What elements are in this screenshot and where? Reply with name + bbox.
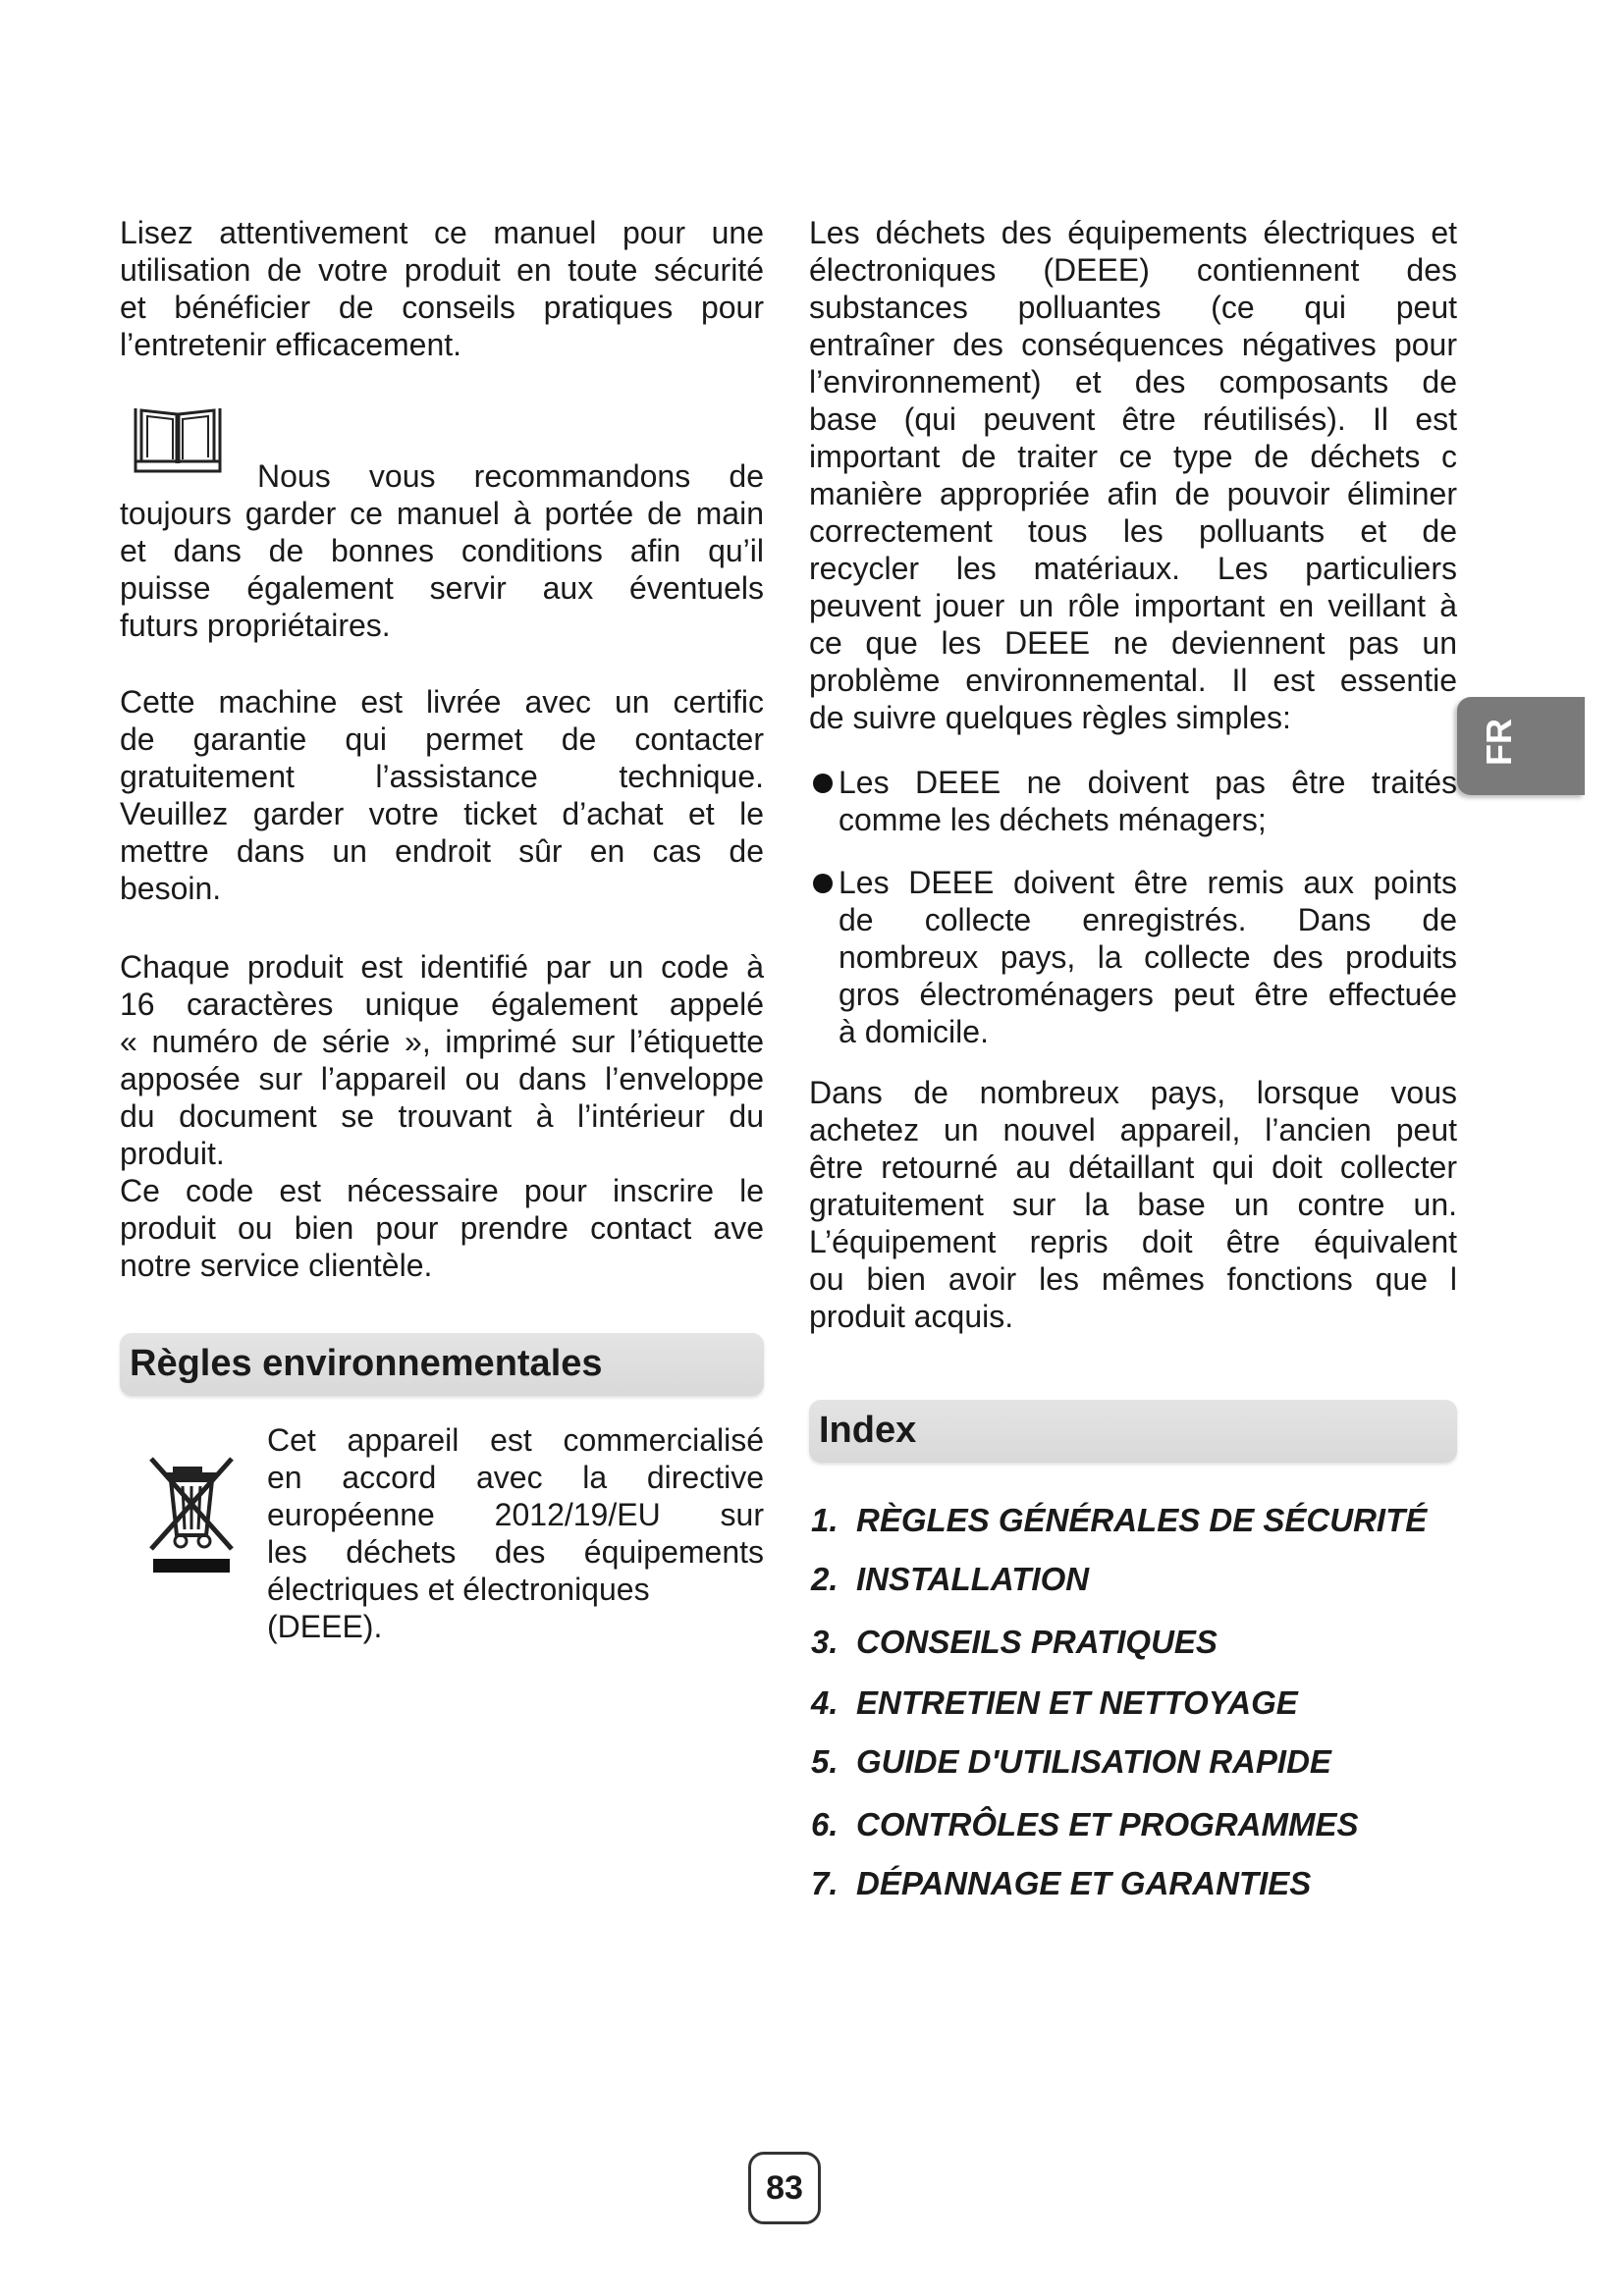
- index-section-title: Index: [819, 1410, 917, 1451]
- text-line: Ce code est nécessaire pour inscrire le: [120, 1173, 764, 1208]
- index-item-label: RÈGLES GÉNÉRALES DE SÉCURITÉ: [856, 1502, 1428, 1538]
- text-line: européenne 2012/19/EU sur: [267, 1497, 764, 1532]
- text-line: Les déchets des équipements électriques et: [809, 215, 1457, 250]
- text-line: Nous vous recommandons de: [257, 458, 764, 494]
- index-item[interactable]: [811, 1624, 1218, 1661]
- text-line: notre service clientèle.: [120, 1248, 433, 1283]
- text-line: Les DEEE doivent être remis aux points: [839, 865, 1457, 900]
- text-line: apposée sur l’appareil ou dans l’enveloppe: [120, 1061, 764, 1096]
- return-paragraph: [809, 1074, 1457, 1335]
- text-line: Lisez attentivement ce manuel pour une: [120, 215, 764, 250]
- index-item[interactable]: [811, 1684, 1298, 1722]
- text-line: produit acquis.: [809, 1299, 1014, 1334]
- text-line: en accord avec la directive: [267, 1460, 764, 1495]
- index-item-number: 7.: [811, 1865, 839, 1901]
- bullet-dot: [813, 774, 833, 793]
- text-line: et dans de bonnes conditions afin qu’il: [120, 533, 764, 568]
- text-line: produit.: [120, 1136, 225, 1171]
- index-item[interactable]: [811, 1865, 1311, 1902]
- text-line: à domicile.: [839, 1014, 989, 1049]
- text-line: de collecte enregistrés. Dans de: [839, 902, 1457, 937]
- text-line: ce que les DEEE ne deviennent pas un: [809, 625, 1457, 661]
- index-item-label: CONSEILS PRATIQUES: [856, 1624, 1218, 1660]
- text-line: être retourné au détaillant qui doit collecter: [809, 1149, 1457, 1185]
- text-line: Cet appareil est commercialisé: [267, 1422, 764, 1458]
- text-line: utilisation de votre produit en toute sécurité: [120, 252, 764, 288]
- text-line: recycler les matériaux. Les particuliers: [809, 551, 1457, 586]
- text-line: gratuitement sur la base un contre un.: [809, 1187, 1457, 1222]
- text-line: mettre dans un endroit sûr en cas de: [120, 833, 764, 869]
- text-line: Veuillez garder votre ticket d’achat et le: [120, 796, 764, 831]
- text-line: et bénéficier de conseils pratiques pour: [120, 290, 764, 325]
- text-line: achetez un nouvel appareil, l’ancien peut: [809, 1112, 1457, 1148]
- index-item[interactable]: [811, 1561, 1089, 1598]
- intro-paragraph: [120, 214, 764, 363]
- text-line: substances polluantes (ce qui peut: [809, 290, 1457, 325]
- text-line: Cette machine est livrée avec un certific: [120, 684, 764, 720]
- index-item-label: GUIDE D'UTILISATION RAPIDE: [856, 1743, 1331, 1780]
- text-line: Les DEEE ne doivent pas être traités: [839, 765, 1457, 800]
- text-line: comme les déchets ménagers;: [839, 802, 1267, 837]
- text-line: du document se trouvant à l’intérieur du: [120, 1098, 764, 1134]
- index-item[interactable]: [811, 1502, 1427, 1539]
- text-line: produit ou bien pour prendre contact ave: [120, 1210, 764, 1246]
- index-item-label: INSTALLATION: [856, 1561, 1090, 1597]
- index-item-number: 5.: [811, 1743, 839, 1780]
- warranty-paragraph: [120, 683, 764, 907]
- text-line: de suivre quelques règles simples:: [809, 700, 1291, 735]
- text-line: L’équipement repris doit être équivalent: [809, 1224, 1457, 1259]
- language-tab[interactable]: [1457, 697, 1585, 795]
- text-line: besoin.: [120, 871, 222, 906]
- text-line: l’environnement) et des composants de: [809, 364, 1457, 400]
- text-line: électriques et électroniques (DEEE).: [267, 1572, 650, 1644]
- text-line: manière appropriée afin de pouvoir éliminer: [809, 476, 1457, 511]
- bullet-text: [839, 864, 1457, 1050]
- text-line: important de traiter ce type de déchets c: [809, 439, 1457, 474]
- text-line: « numéro de série », imprimé sur l’étiquette: [120, 1024, 764, 1059]
- text-line: l’entretenir efficacement.: [120, 327, 462, 362]
- serial-code-paragraph: [120, 948, 764, 1284]
- environment-section-header: [120, 1333, 764, 1396]
- text-line: puisse également servir aux éventuels: [120, 570, 764, 606]
- index-item-number: 3.: [811, 1624, 839, 1660]
- page-number: 83: [748, 2152, 821, 2224]
- waste-paragraph: [809, 214, 1457, 736]
- index-item-number: 6.: [811, 1806, 839, 1842]
- index-section-header: [809, 1400, 1457, 1463]
- text-line: futurs propriétaires.: [120, 608, 391, 643]
- index-item[interactable]: [811, 1806, 1359, 1843]
- weee-bin-icon: [145, 1453, 238, 1575]
- bullet-dot: [813, 874, 833, 893]
- text-line: gros électroménagers peut être effectuée: [839, 977, 1457, 1012]
- language-tab-label: FR: [1479, 719, 1519, 766]
- text-line: de garantie qui permet de contacter: [120, 721, 764, 757]
- text-line: électroniques (DEEE) contiennent des: [809, 252, 1457, 288]
- index-item-label: DÉPANNAGE ET GARANTIES: [856, 1865, 1312, 1901]
- book-note-paragraph: [120, 457, 764, 644]
- index-item-label: CONTRÔLES ET PROGRAMMES: [856, 1806, 1359, 1842]
- text-line: les déchets des équipements: [267, 1534, 764, 1570]
- text-line: gratuitement l’assistance technique.: [120, 759, 764, 794]
- environment-section-title: Règles environnementales: [130, 1343, 603, 1384]
- bullet-text: [839, 764, 1457, 838]
- text-line: nombreux pays, la collecte des produits: [839, 939, 1457, 975]
- text-line: Dans de nombreux pays, lorsque vous: [809, 1075, 1457, 1110]
- text-line: 16 caractères unique également appelé: [120, 987, 764, 1022]
- index-item-number: 1.: [811, 1502, 839, 1538]
- text-line: problème environnemental. Il est essentie: [809, 663, 1457, 698]
- text-line: toujours garder ce manuel à portée de main: [120, 496, 764, 531]
- environment-paragraph: [267, 1421, 764, 1645]
- text-line: correctement tous les polluants et de: [809, 513, 1457, 549]
- index-item[interactable]: [811, 1743, 1331, 1781]
- text-line: Chaque produit est identifié par un code à: [120, 949, 764, 985]
- text-line: base (qui peuvent être réutilisés). Il est: [809, 401, 1457, 437]
- text-line: ou bien avoir les mêmes fonctions que l: [809, 1261, 1457, 1297]
- index-item-label: ENTRETIEN ET NETTOYAGE: [856, 1684, 1298, 1721]
- index-item-number: 4.: [811, 1684, 839, 1721]
- text-line: entraîner des conséquences négatives pour: [809, 327, 1457, 362]
- index-item-number: 2.: [811, 1561, 839, 1597]
- text-line: peuvent jouer un rôle important en veillant à: [809, 588, 1457, 623]
